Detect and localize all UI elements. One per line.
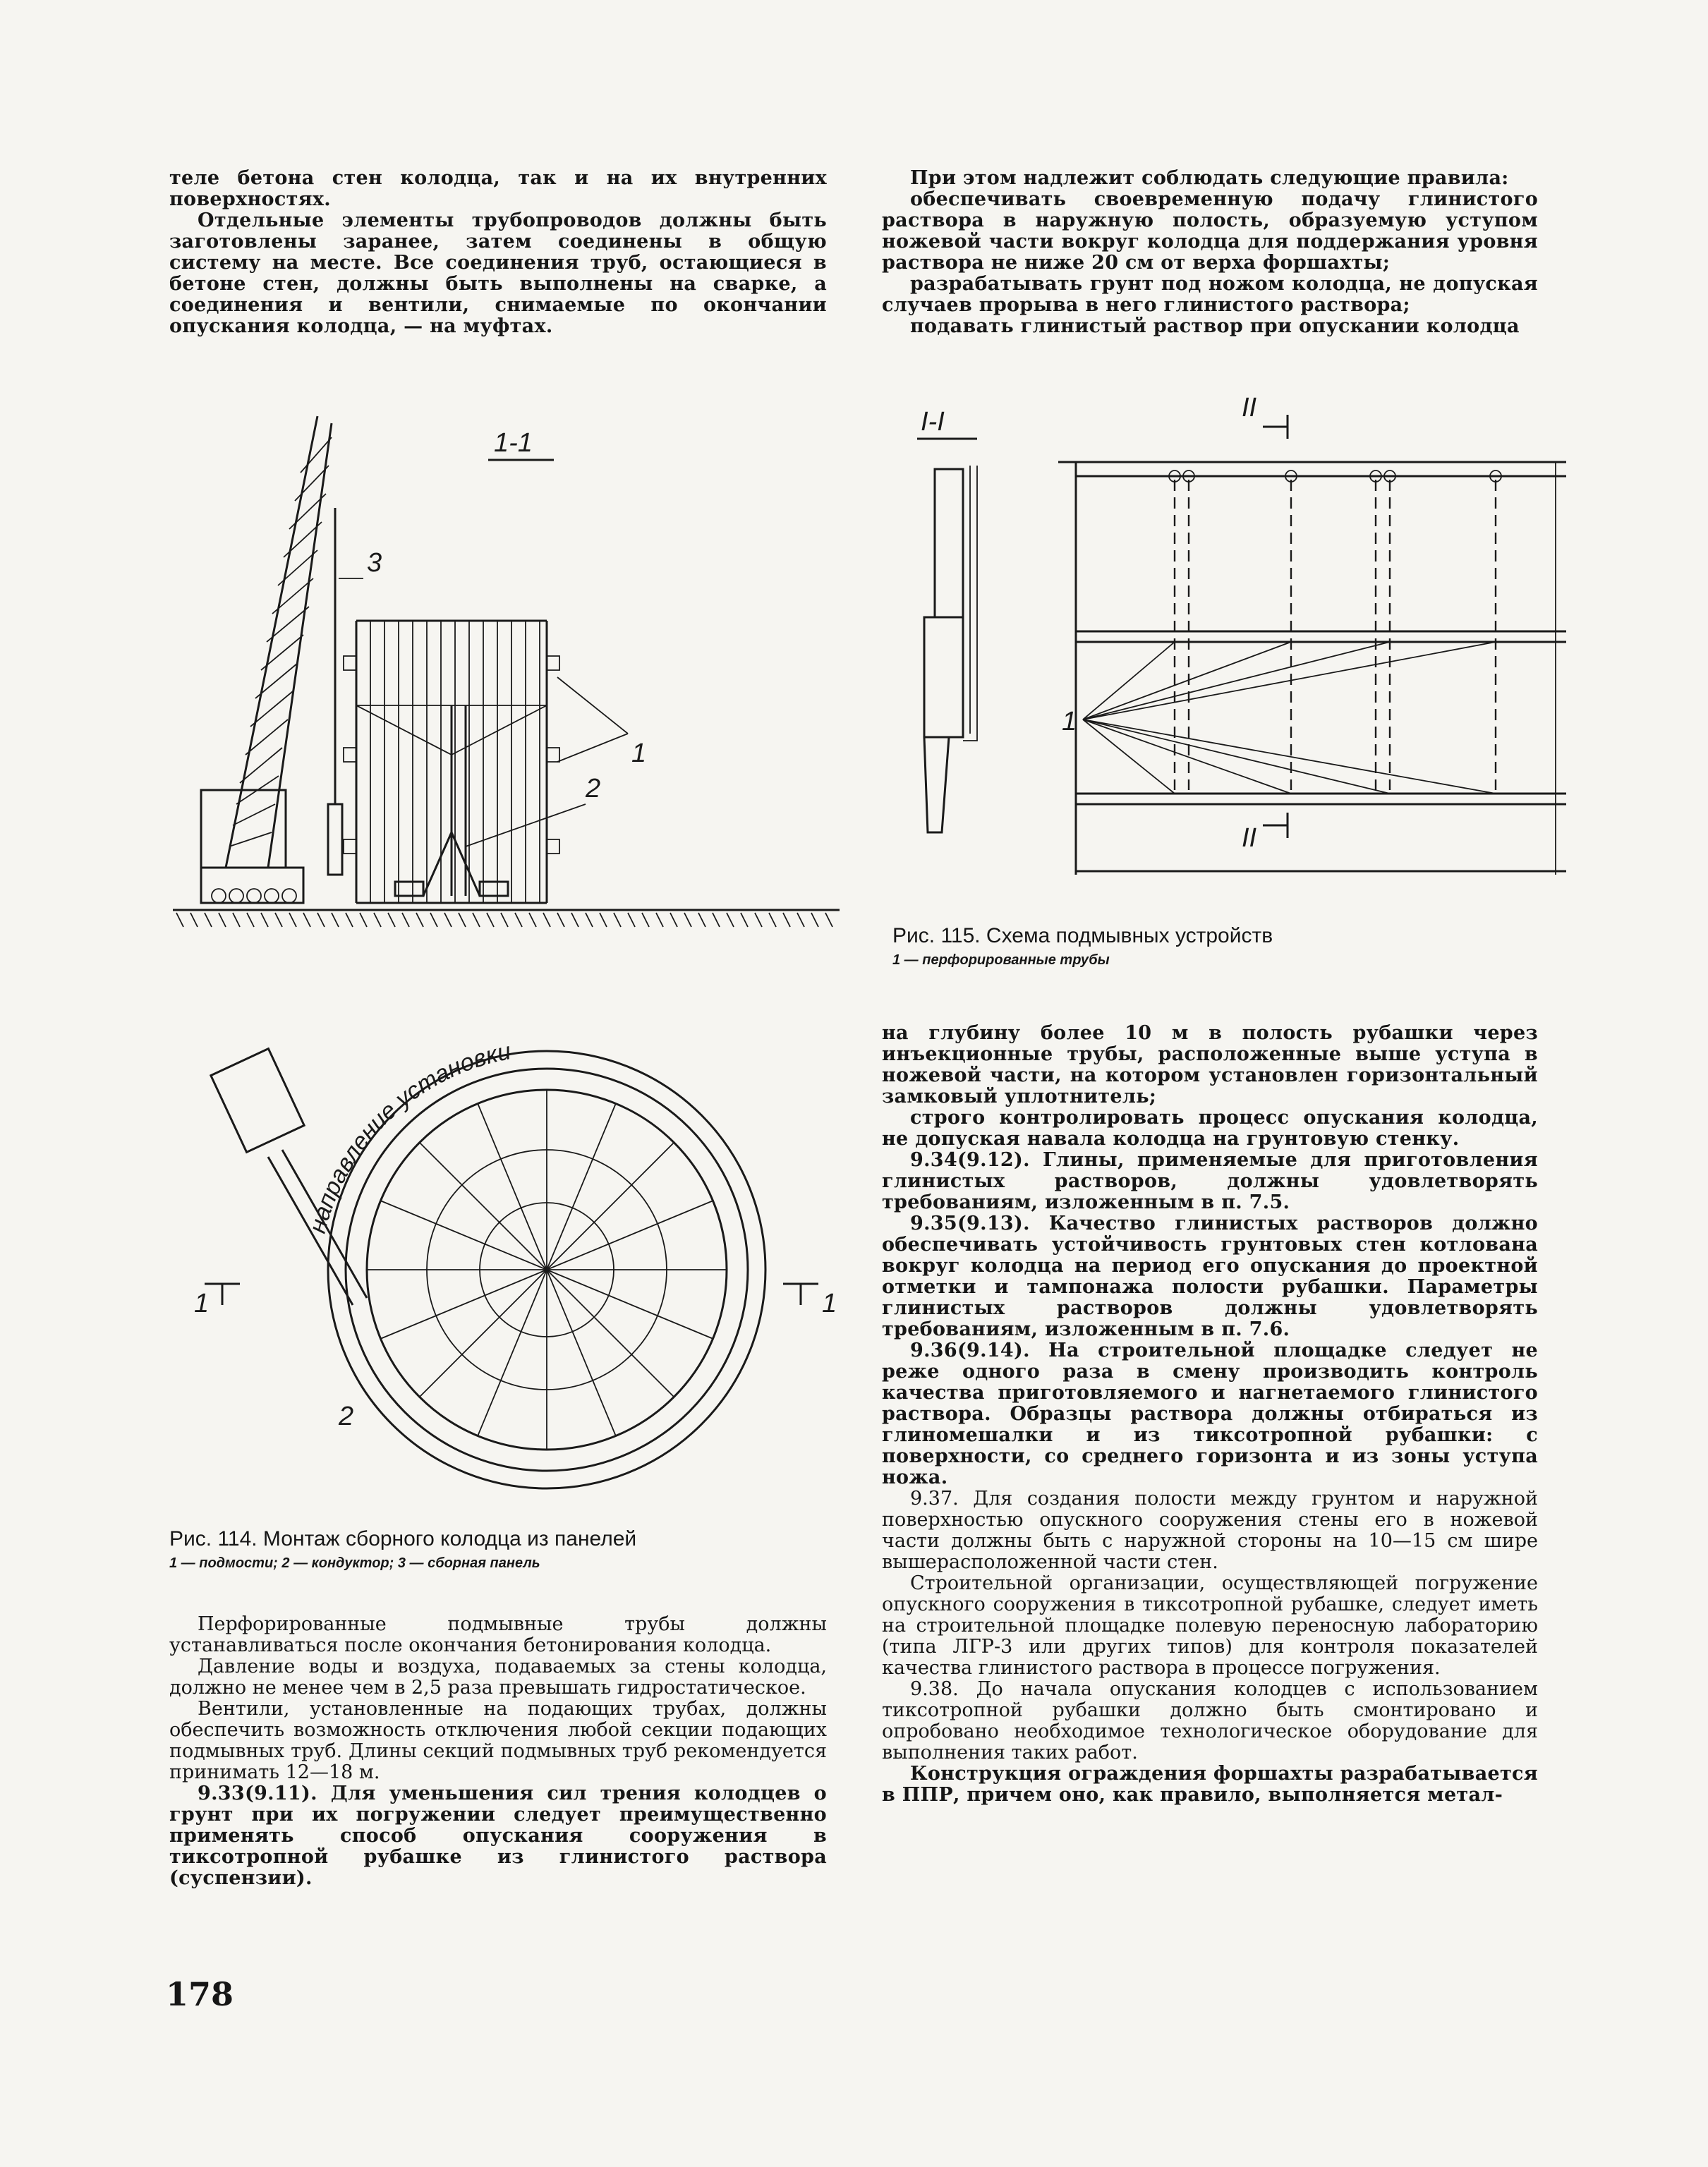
fig114-section-label: 1-1	[494, 428, 533, 458]
right-top-text	[882, 168, 1538, 337]
paragraph: Строительной организации, осуществляющей погружение опускного сооружения в тиксотропной рубашке, следует иметь на строительной площадке полевую переносную лабораторию (типа ЛГР-3 или других типов) для контроля показателей качества глинистого раствора в процессе погружения.	[882, 1572, 1538, 1679]
paragraph: Давление воды и воздуха, подаваемых за стены колодца, должно не менее чем в 2,5 раза превышать гидростатическое.	[169, 1656, 827, 1699]
right-bottom-text	[882, 1023, 1538, 1806]
paragraph: 9.36(9.14). На строительной площадке следует не реже одного раза в смену производить контроль качества приготовляемого и нагнетаемого глинистого раствора. Образцы раствора должны отбираться из глиномешалки и из тиксотропной рубашки: с поверхности, со среднего горизонта и из зоны уступа ножа.	[882, 1340, 1538, 1488]
callout-3: 3	[367, 548, 382, 578]
paragraph: строго контролировать процесс опускания колодца, не допуская навала колодца на грунтовую стенку.	[882, 1107, 1538, 1150]
plan-section-mark-right: 1	[822, 1289, 837, 1318]
left-bottom-text	[169, 1614, 827, 1889]
fig114-title: Рис. 114. Монтаж сборного колодца из панелей	[169, 1527, 637, 1550]
plan-section-mark-left: 1	[194, 1289, 210, 1318]
paragraph: При этом надлежит соблюдать следующие правила:	[910, 167, 1509, 189]
fig114-plan-drawing	[155, 995, 854, 1510]
plan-callout-2: 2	[339, 1402, 354, 1431]
plan-direction-label: направление установки панелей	[155, 995, 514, 1237]
page-number: 178	[166, 1975, 234, 2013]
paragraph: Отдельные элементы трубопроводов должны быть заготовлены заранее, затем соединены в общую систему на месте. Все соединения труб, остающиеся в бетоне стен, должны быть выполнены на сварке, а соединения и вентили, снимаемые по окончании опускания колодца, — на муфтах.	[169, 210, 827, 337]
fig115-section-label: I-I	[921, 407, 945, 437]
cut-label-top: II	[1242, 393, 1257, 423]
cut-label-bottom: II	[1242, 823, 1257, 853]
paragraph: Вентили, установленные на подающих трубах, должны обеспечить возможность отключения любой секции подающих подмывных труб. Длины секций подмывных труб рекомендуется принимать 12—18 м.	[169, 1698, 827, 1783]
paragraph: 9.33(9.11). Для уменьшения сил трения колодцев о грунт при их погружении следует преимущественно применять способ опускания сооружения в тиксотропной рубашке из глинистого раствора (суспензии).	[169, 1783, 827, 1889]
fig115-legend: 1 — перфорированные трубы	[892, 952, 1110, 968]
paragraph: разрабатывать грунт под ножом колодца, не допуская случаев прорыва в него глинистого раствора;	[882, 273, 1538, 316]
paragraph: 9.38. До начала опускания колодцев с использованием тиксотропной рубашки должно быть смонтировано и опробовано необходимое технологическое оборудование для выполнения таких работ.	[882, 1678, 1538, 1764]
paragraph: 9.37. Для создания полости между грунтом и наружной поверхностью опускного сооружения стены его в ножевой части должны быть с наружной стороны на 10—15 см шире вышерасположенной части стен.	[882, 1488, 1538, 1573]
paragraph: Конструкция ограждения форшахты разрабатывается в ППР, причем оно, как правило, выполняется метал-	[882, 1763, 1538, 1806]
fig114-legend: 1 — подмости; 2 — кондуктор; 3 — сборная панель	[169, 1555, 540, 1571]
paragraph: 9.34(9.12). Глины, применяемые для приготовления глинистых растворов, должны удовлетворять требованиям, изложенным в п. 7.5.	[882, 1149, 1538, 1213]
paragraph: Перфорированные подмывные трубы должны устанавливаться после окончания бетонирования колодца.	[169, 1613, 827, 1656]
left-top-text	[169, 168, 827, 337]
paragraph: на глубину более 10 м в полость рубашки через инъекционные трубы, расположенные выше уступа в ножевой части, на котором установлен горизонтальный замковый уплотнитель;	[882, 1022, 1538, 1107]
fig115-callout-1: 1	[1062, 707, 1077, 736]
fig115-caption	[892, 924, 1527, 969]
paragraph: подавать глинистый раствор при опускании колодца	[910, 315, 1520, 337]
callout-2: 2	[586, 774, 601, 803]
fig114-section-drawing	[162, 409, 854, 945]
fig114-caption	[169, 1527, 818, 1572]
paragraph: 9.35(9.13). Качество глинистых растворов должно обеспечивать устойчивость грунтовых стен котлована вокруг колодца на период его опускания до проектной отметки и тампонажа полости рубашки. Параметры глинистых растворов должны удовлетворять требованиям, изложенным в п. 7.6.	[882, 1213, 1538, 1340]
paragraph: обеспечивать своевременную подачу глинистого раствора в наружную полость, образуемую уступом ножевой части вокруг колодца для поддержания уровня раствора не ниже 20 см от верха форшахты;	[882, 188, 1538, 274]
paragraph: теле бетона стен колодца, так и на их внутренних поверхностях.	[169, 167, 827, 210]
fig115-title: Рис. 115. Схема подмывных устройств	[892, 924, 1273, 947]
callout-1: 1	[631, 739, 647, 768]
fig115-drawing	[896, 395, 1573, 931]
